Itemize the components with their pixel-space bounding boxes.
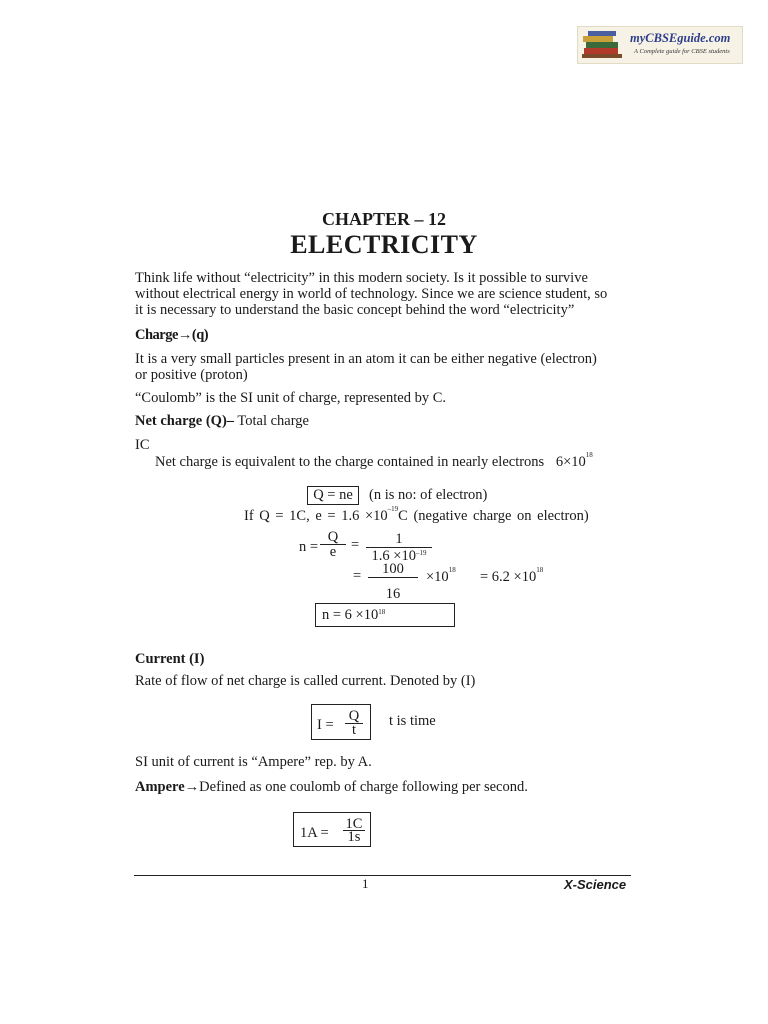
ampere-text: →Defined as one coulomb of charge following per second. <box>184 779 528 795</box>
current-formula-box <box>311 704 371 740</box>
si-unit-current: SI unit of current is “Ampere” rep. by A. <box>135 754 372 770</box>
times-ten-exponent: 18 <box>448 566 456 574</box>
one-over-fraction <box>366 531 432 564</box>
fraction-numerator-q: Q <box>345 710 363 724</box>
current-definition: Rate of flow of net charge is called current. Denoted by (I) <box>135 673 476 689</box>
intro-paragraph <box>135 270 640 318</box>
intro-line: it is necessary to understand the basic concept behind the word “electricity” <box>135 302 575 318</box>
ampere-label: Ampere <box>135 779 185 795</box>
intro-line: without electrical energy in world of technology. Since we are science student, so <box>135 286 608 302</box>
q-ne-formula: Q = ne <box>313 487 353 503</box>
if-line <box>244 505 589 525</box>
fraction-numerator-1c: 1C <box>343 818 365 831</box>
fraction-numerator-one: 1 <box>366 531 432 548</box>
current-heading: Current (I) <box>135 651 205 667</box>
charge-heading: Charge→(q) <box>135 327 209 343</box>
intro-line: Think life without “electricity” in this modern society. Is it possible to survive <box>135 270 588 286</box>
equivalent-line <box>155 451 593 471</box>
equivalent-text: Net charge is equivalent to the charge contained in nearly electrons <box>155 454 545 470</box>
logo-tagline: A Complete guide for CBSE students <box>634 48 730 55</box>
if-line-text: If Q = 1C, e = 1.6 ×10 <box>244 508 388 524</box>
coulomb-text: “Coulomb” is the SI unit of charge, represented by C. <box>135 390 447 406</box>
ampere-line <box>135 779 635 795</box>
hundred-over-sixteen <box>368 561 418 602</box>
current-lhs: I = <box>317 717 334 733</box>
ampere-formula-box <box>293 812 371 847</box>
fraction-denominator-e: e <box>329 544 337 560</box>
q-ne-box <box>307 486 359 505</box>
fraction-numerator-100: 100 <box>368 561 418 578</box>
times-ten-term <box>426 566 456 586</box>
one-c-over-one-s <box>343 818 365 843</box>
books-logo-icon <box>582 30 626 60</box>
if-line-exponent: –19 <box>387 505 399 513</box>
ampere-lhs: 1A = <box>300 825 329 841</box>
charge-def-line: It is a very small particles present in an atom it can be either negative (electron) <box>135 351 597 367</box>
result-text: = 6.2 ×10 <box>480 569 537 585</box>
page-title: ELECTRICITY <box>290 230 478 259</box>
net-charge-label: Net charge (Q)– <box>135 413 235 429</box>
q-over-t-fraction <box>345 710 363 737</box>
fraction-numerator-q: Q <box>320 530 346 545</box>
n-result-exponent: 18 <box>378 608 386 616</box>
n-result-box <box>315 603 455 627</box>
equals-sign: = <box>353 568 362 584</box>
footer-subject: X-Science <box>564 877 627 892</box>
logo-brand: myCBSEguide.com <box>630 31 731 45</box>
fraction-denominator-16: 16 <box>385 586 401 602</box>
q-over-e-fraction <box>320 530 346 559</box>
equivalent-exponent: 18 <box>585 451 593 459</box>
page-number: 1 <box>362 876 369 891</box>
n-equals: n = <box>299 539 319 555</box>
chapter-heading: CHAPTER – 12 <box>321 209 446 229</box>
times-ten: ×10 <box>426 569 449 585</box>
equals-sign: = <box>351 537 360 553</box>
t-is-time-note: t is time <box>389 713 436 729</box>
net-charge-text: Total charge <box>234 413 309 429</box>
fraction-denominator-1s: 1s <box>347 829 361 845</box>
q-ne-note: (n is no: of electron) <box>369 487 488 503</box>
footer-divider <box>134 875 631 876</box>
charge-def-line: or positive (proton) <box>135 367 248 383</box>
result-exponent: 18 <box>536 566 544 574</box>
denominator-exponent: –19 <box>415 549 427 557</box>
denominator-text: 1.6 ×10 <box>371 548 416 564</box>
if-line-tail: C (negative charge on electron) <box>398 508 589 524</box>
fraction-denominator-t: t <box>351 722 357 738</box>
charge-definition <box>135 351 640 383</box>
site-logo <box>577 26 743 64</box>
ic-text: IC <box>135 437 150 453</box>
equivalent-value: 6×10 <box>555 454 586 470</box>
n-result-text: n = 6 ×10 <box>322 607 379 623</box>
net-charge-line <box>135 413 635 429</box>
result-term <box>480 566 544 586</box>
